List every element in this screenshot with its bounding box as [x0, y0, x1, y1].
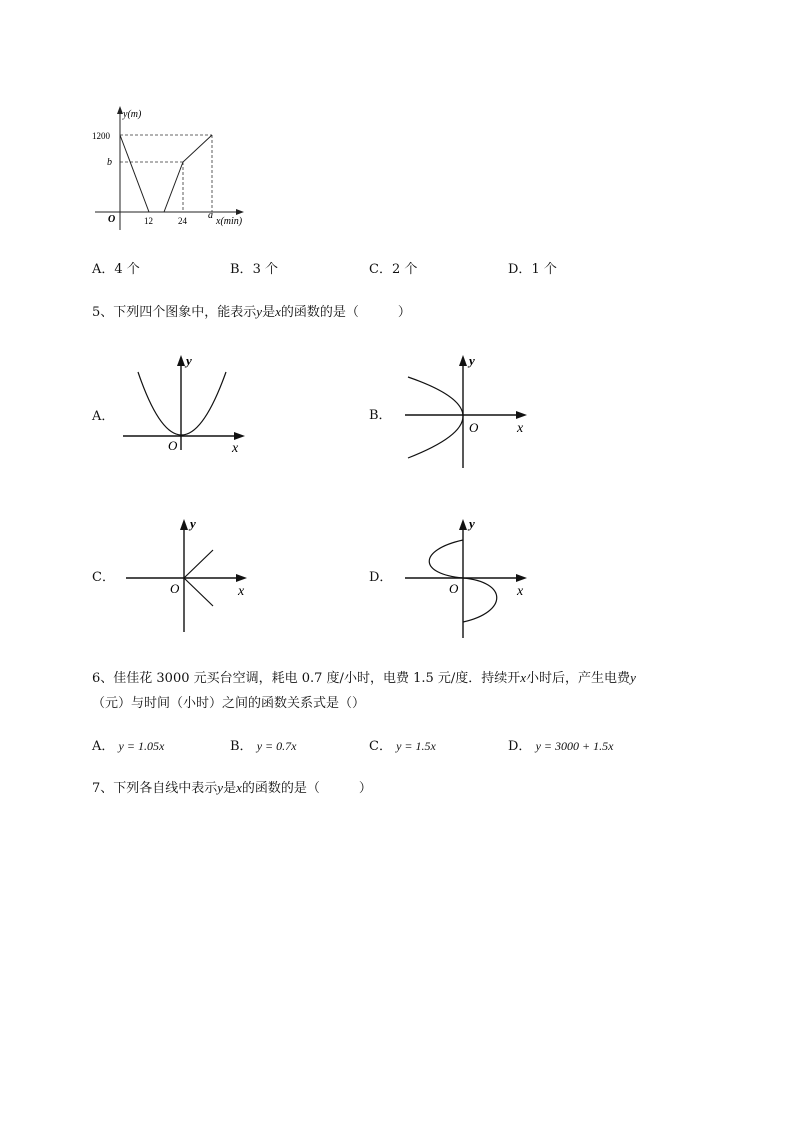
graph-d-origin: O — [449, 581, 459, 596]
graph-b-sideways-parabola — [400, 350, 540, 470]
graph-d-y-label: y — [469, 516, 475, 531]
graph-a-origin: O — [168, 438, 178, 453]
q6-option-b: B． y = 0.7x — [230, 739, 297, 754]
graph-b-x-label: x — [517, 421, 524, 436]
graph-b-origin: O — [469, 420, 479, 435]
q5-stem: 5、下列四个图象中，能表示y是x的函数的是（ ） — [92, 304, 411, 320]
q6-stem-line2: （元）与时间（小时）之间的函数关系式是（） — [92, 696, 366, 711]
q5-label-b: B． — [369, 408, 392, 423]
q6-option-d: D． y = 3000 + 1.5x — [508, 739, 614, 754]
x-axis-arrow — [236, 209, 244, 215]
graph-c-origin: O — [170, 581, 180, 596]
q5-label-d: D． — [369, 570, 393, 585]
y-axis-label: y(m) — [123, 109, 142, 120]
origin-label: O — [108, 214, 116, 225]
q4-option-c: C．2 个 — [369, 262, 418, 277]
tick-24: 24 — [178, 216, 187, 226]
q6-stem-line1: 6、佳佳花 3000 元买台空调，耗电 0.7 度/小时，电费 1.5 元/度．持续开x小时后，产生电费y — [92, 670, 636, 686]
distance-time-graph — [90, 100, 260, 235]
q5-label-c: C． — [92, 570, 115, 585]
graph-d-s-curve — [400, 512, 540, 642]
graph-path — [120, 135, 212, 212]
graph-b-y-label: y — [469, 353, 475, 368]
q6-option-a: A． y = 1.05x — [92, 739, 165, 754]
q5-label-a: A． — [92, 409, 115, 424]
graph-c-x-label: x — [238, 584, 245, 599]
tick-1200: 1200 — [92, 131, 110, 141]
graph-c-y-label: y — [190, 516, 196, 531]
graph-d-x-label: x — [517, 584, 524, 599]
tick-a: a — [208, 210, 213, 221]
q7-stem: 7、下列各自线中表示y是x的函数的是（ ） — [92, 780, 372, 796]
q4-option-a: A．4 个 — [92, 262, 140, 277]
x-axis-label: x(min) — [216, 216, 243, 227]
graph-c-rays — [120, 512, 260, 637]
graph-a-y-label: y — [186, 353, 192, 368]
graph-a-x-label: x — [232, 441, 239, 456]
tick-12: 12 — [144, 216, 153, 226]
q4-option-d: D．1 个 — [508, 262, 557, 277]
q6-option-c: C． y = 1.5x — [369, 739, 436, 754]
graph-a-parabola — [118, 350, 258, 460]
q4-option-b: B．3 个 — [230, 262, 278, 277]
tick-b: b — [107, 157, 112, 168]
